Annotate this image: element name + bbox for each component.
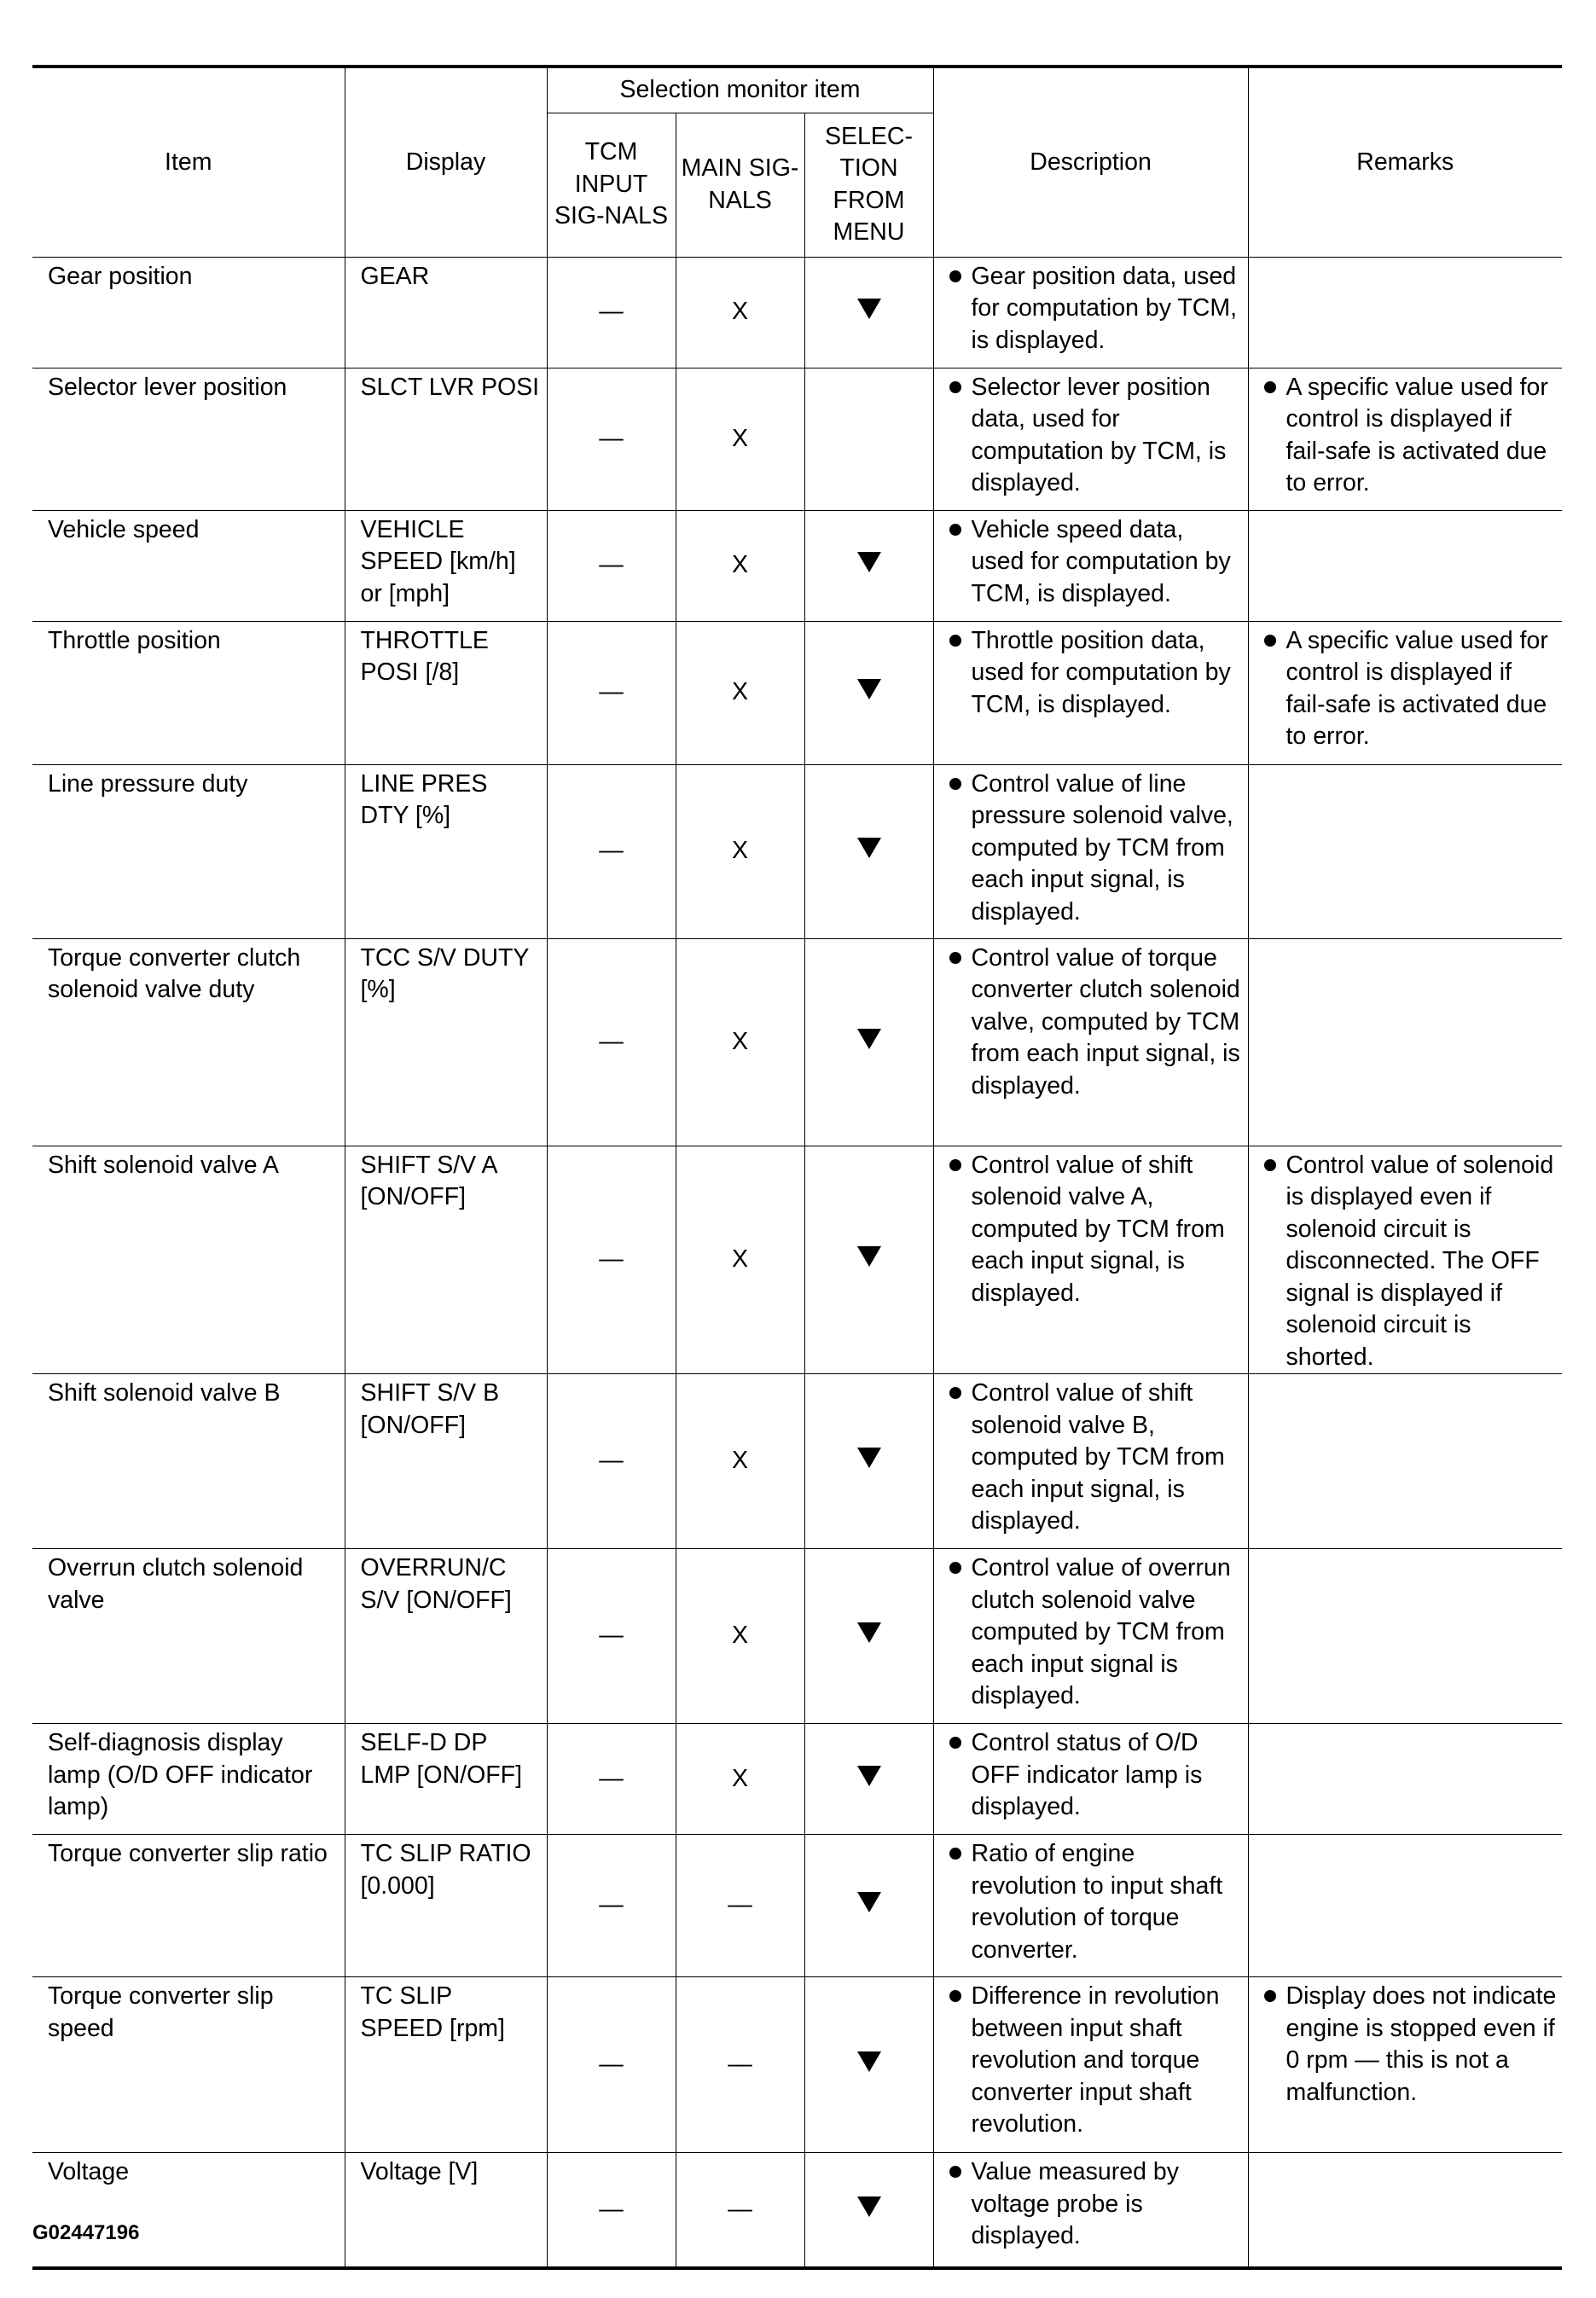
item-cell: Overrun clutch solenoid valve — [32, 1549, 345, 1724]
item-cell: Shift solenoid valve A — [32, 1146, 345, 1374]
display-cell: LINE PRES DTY [%] — [345, 764, 547, 938]
remarks-cell — [1248, 938, 1562, 1146]
table-row — [32, 510, 1562, 621]
bullet-icon — [949, 524, 961, 536]
x-mark: X — [731, 1027, 748, 1055]
bullet-item — [949, 1378, 1243, 1538]
dash-mark: — — [728, 2195, 752, 2223]
description-text: Vehicle speed data, used for computation by TCM, is displayed. — [971, 515, 1231, 607]
sel-mark-cell — [804, 621, 933, 764]
tcm-mark-cell — [547, 1549, 676, 1724]
tcm-mark-cell — [547, 938, 676, 1146]
bullet-item — [1264, 625, 1558, 753]
header-main-signals: MAIN SIG-NALS — [676, 113, 804, 257]
remarks-text: A specific value used for control is displayed if fail-safe is activated due to error. — [1286, 626, 1548, 750]
main-mark-cell — [676, 1977, 804, 2153]
bullet-icon — [1264, 1990, 1276, 2002]
header-description: Description — [933, 67, 1248, 257]
item-cell: Throttle position — [32, 621, 345, 764]
bullet-icon — [949, 1990, 961, 2002]
dash-mark: — — [599, 2050, 624, 2078]
remarks-cell — [1248, 1146, 1562, 1374]
table-header — [32, 67, 1562, 257]
tcm-mark-cell — [547, 2153, 676, 2268]
bullet-icon — [949, 1848, 961, 1860]
tcm-mark-cell — [547, 257, 676, 368]
sel-mark-cell — [804, 938, 933, 1146]
display-cell: OVERRUN/C S/V [ON/OFF] — [345, 1549, 547, 1724]
description-cell — [933, 1146, 1248, 1374]
bullet-item — [949, 261, 1243, 357]
item-cell: Torque converter slip speed — [32, 1977, 345, 2153]
sel-mark-cell — [804, 1374, 933, 1549]
triangle-down-icon — [857, 1892, 881, 1912]
header-tcm-input-signals: TCM INPUT SIG-NALS — [547, 113, 676, 257]
item-cell: Self-diagnosis display lamp (O/D OFF indicator lamp) — [32, 1724, 345, 1835]
bullet-icon — [949, 952, 961, 964]
dash-mark: — — [599, 1245, 624, 1273]
x-mark: X — [731, 1764, 748, 1792]
description-cell — [933, 1977, 1248, 2153]
display-cell: SLCT LVR POSI — [345, 368, 547, 510]
display-cell: SELF-D DP LMP [ON/OFF] — [345, 1724, 547, 1835]
triangle-down-icon — [857, 1766, 881, 1786]
x-mark: X — [731, 1245, 748, 1273]
bullet-icon — [949, 1562, 961, 1574]
description-text: Control value of overrun clutch solenoid valve computed by TCM from each input signal is displayed. — [971, 1554, 1231, 1709]
remarks-text: Control value of solenoid is displayed even if solenoid circuit is disconnected. The OFF signal is displayed if solenoid circuit is shorted. — [1286, 1151, 1554, 1371]
description-cell — [933, 257, 1248, 368]
description-text: Control value of shift solenoid valve A, computed by TCM from each input signal, is displayed. — [971, 1151, 1225, 1307]
remarks-cell — [1248, 764, 1562, 938]
display-cell: THROTTLE POSI [/8] — [345, 621, 547, 764]
display-cell: TC SLIP RATIO [0.000] — [345, 1835, 547, 1977]
description-text: Value measured by voltage probe is displayed. — [971, 2158, 1179, 2249]
main-mark-cell — [676, 257, 804, 368]
bullet-item — [949, 625, 1243, 722]
bullet-icon — [949, 778, 961, 790]
triangle-down-icon — [857, 299, 881, 319]
triangle-down-icon — [857, 1448, 881, 1468]
main-mark-cell — [676, 1724, 804, 1835]
main-mark-cell — [676, 1146, 804, 1374]
table-row — [32, 1374, 1562, 1549]
triangle-down-icon — [857, 2051, 881, 2072]
remarks-cell — [1248, 1977, 1562, 2153]
description-cell — [933, 1374, 1248, 1549]
remarks-cell — [1248, 1835, 1562, 1977]
description-text: Difference in revolution between input shaft revolution and torque converter input shaft revolution. — [971, 1982, 1220, 2138]
tcm-mark-cell — [547, 1724, 676, 1835]
triangle-down-icon — [857, 552, 881, 572]
table-row — [32, 621, 1562, 764]
tcm-mark-cell — [547, 621, 676, 764]
tcm-mark-cell — [547, 1835, 676, 1977]
main-mark-cell — [676, 938, 804, 1146]
bullet-icon — [949, 635, 961, 647]
table-row — [32, 1724, 1562, 1835]
triangle-down-icon — [857, 838, 881, 858]
dash-mark: — — [599, 2195, 624, 2223]
description-cell — [933, 764, 1248, 938]
remarks-cell — [1248, 1724, 1562, 1835]
description-cell — [933, 1724, 1248, 1835]
description-text: Control value of shift solenoid valve B, computed by TCM from each input signal, is displayed. — [971, 1379, 1225, 1535]
main-mark-cell — [676, 510, 804, 621]
table-body — [32, 257, 1562, 2268]
dash-mark: — — [599, 1764, 624, 1792]
table-row — [32, 1835, 1562, 1977]
tcm-mark-cell — [547, 1146, 676, 1374]
sel-mark-cell — [804, 1977, 933, 2153]
table-row — [32, 1549, 1562, 1724]
display-cell: TC SLIP SPEED [rpm] — [345, 1977, 547, 2153]
dash-mark: — — [599, 551, 624, 579]
bullet-icon — [949, 2166, 961, 2178]
description-text: Throttle position data, used for computation by TCM, is displayed. — [971, 626, 1231, 718]
bullet-icon — [949, 1387, 961, 1399]
bullet-item — [949, 1727, 1243, 1824]
x-mark: X — [731, 678, 748, 706]
x-mark: X — [731, 424, 748, 452]
bullet-item — [949, 1981, 1243, 2141]
main-mark-cell — [676, 621, 804, 764]
item-cell: Voltage — [32, 2153, 345, 2268]
main-mark-cell — [676, 2153, 804, 2268]
sel-mark-cell — [804, 1724, 933, 1835]
remarks-text: Display does not indicate engine is stopped even if 0 rpm — this is not a malfunction. — [1286, 1982, 1557, 2106]
figure-code: G02447196 — [32, 2221, 140, 2244]
triangle-down-icon — [857, 2196, 881, 2217]
x-mark: X — [731, 837, 748, 865]
remarks-cell — [1248, 1549, 1562, 1724]
bullet-item — [949, 943, 1243, 1103]
bullet-item — [949, 1838, 1243, 1966]
bullet-item — [949, 2156, 1243, 2253]
table-row — [32, 938, 1562, 1146]
remarks-cell — [1248, 2153, 1562, 2268]
tcm-mark-cell — [547, 510, 676, 621]
tcm-mark-cell — [547, 1977, 676, 2153]
remarks-cell — [1248, 510, 1562, 621]
sel-mark-cell — [804, 510, 933, 621]
display-cell: SHIFT S/V A [ON/OFF] — [345, 1146, 547, 1374]
dash-mark: — — [599, 424, 624, 452]
display-cell: VEHICLE SPEED [km/h] or [mph] — [345, 510, 547, 621]
description-text: Control value of torque converter clutch solenoid valve, computed by TCM from each input signal, is displayed. — [971, 943, 1240, 1100]
x-mark: X — [731, 551, 748, 579]
remarks-cell — [1248, 257, 1562, 368]
table-row — [32, 764, 1562, 938]
header-selection-from-menu: SELEC-TION FROM MENU — [804, 113, 933, 257]
display-cell: SHIFT S/V B [ON/OFF] — [345, 1374, 547, 1549]
x-mark: X — [731, 298, 748, 326]
main-mark-cell — [676, 1835, 804, 1977]
dash-mark: — — [728, 2050, 752, 2078]
item-cell: Selector lever position — [32, 368, 345, 510]
description-text: Ratio of engine revolution to input shaft revolution of torque converter. — [971, 1840, 1223, 1964]
item-cell: Vehicle speed — [32, 510, 345, 621]
dash-mark: — — [599, 678, 624, 706]
header-item: Item — [32, 67, 345, 257]
header-display: Display — [345, 67, 547, 257]
description-text: Selector lever position data, used for computation by TCM, is displayed. — [971, 373, 1227, 496]
selection-monitor-table — [32, 65, 1562, 2270]
dash-mark: — — [599, 298, 624, 326]
header-selection-monitor-item: Selection monitor item — [547, 67, 933, 113]
tcm-mark-cell — [547, 764, 676, 938]
x-mark: X — [731, 1622, 748, 1650]
sel-mark-cell — [804, 2153, 933, 2268]
bullet-icon — [1264, 1159, 1276, 1171]
description-cell — [933, 510, 1248, 621]
table-row — [32, 257, 1562, 368]
remarks-text: A specific value used for control is displayed if fail-safe is activated due to error. — [1286, 373, 1548, 496]
bullet-icon — [949, 270, 961, 282]
dash-mark: — — [599, 837, 624, 865]
bullet-icon — [949, 381, 961, 393]
description-text: Control status of O/D OFF indicator lamp is displayed. — [971, 1729, 1203, 1820]
description-text: Control value of line pressure solenoid valve, computed by TCM from each input signal, is displayed. — [971, 769, 1233, 926]
item-cell: Line pressure duty — [32, 764, 345, 938]
description-cell — [933, 368, 1248, 510]
sel-mark-cell — [804, 1549, 933, 1724]
bullet-icon — [1264, 635, 1276, 647]
table-row — [32, 1146, 1562, 1374]
description-cell — [933, 621, 1248, 764]
sel-mark-cell — [804, 257, 933, 368]
sel-mark-cell — [804, 368, 933, 510]
description-cell — [933, 938, 1248, 1146]
dash-mark: — — [599, 1891, 624, 1919]
dash-mark: — — [599, 1027, 624, 1055]
description-cell — [933, 1835, 1248, 1977]
bullet-item — [949, 769, 1243, 929]
remarks-cell — [1248, 1374, 1562, 1549]
description-text: Gear position data, used for computation by TCM, is displayed. — [971, 262, 1238, 354]
bullet-icon — [949, 1159, 961, 1171]
remarks-cell — [1248, 368, 1562, 510]
bullet-item — [949, 372, 1243, 500]
bullet-item — [949, 1552, 1243, 1713]
display-cell: TCC S/V DUTY [%] — [345, 938, 547, 1146]
description-cell — [933, 2153, 1248, 2268]
triangle-down-icon — [857, 1622, 881, 1643]
main-mark-cell — [676, 1374, 804, 1549]
main-mark-cell — [676, 1549, 804, 1724]
description-cell — [933, 1549, 1248, 1724]
bullet-item — [1264, 1981, 1558, 2109]
item-cell: Shift solenoid valve B — [32, 1374, 345, 1549]
display-cell: GEAR — [345, 257, 547, 368]
triangle-down-icon — [857, 1029, 881, 1049]
item-cell: Gear position — [32, 257, 345, 368]
item-cell: Torque converter clutch solenoid valve duty — [32, 938, 345, 1146]
sel-mark-cell — [804, 764, 933, 938]
tcm-mark-cell — [547, 1374, 676, 1549]
main-mark-cell — [676, 368, 804, 510]
tcm-mark-cell — [547, 368, 676, 510]
remarks-cell — [1248, 621, 1562, 764]
sel-mark-cell — [804, 1146, 933, 1374]
bullet-item — [949, 1150, 1243, 1310]
bullet-item — [1264, 372, 1558, 500]
dash-mark: — — [599, 1447, 624, 1475]
bullet-item — [1264, 1150, 1558, 1374]
dash-mark: — — [599, 1622, 624, 1650]
bullet-icon — [1264, 381, 1276, 393]
bullet-item — [949, 514, 1243, 611]
main-mark-cell — [676, 764, 804, 938]
triangle-down-icon — [857, 1246, 881, 1267]
bullet-icon — [949, 1737, 961, 1749]
table-row — [32, 2153, 1562, 2268]
table-row — [32, 1977, 1562, 2153]
x-mark: X — [731, 1447, 748, 1475]
dash-mark: — — [728, 1891, 752, 1919]
sel-mark-cell — [804, 1835, 933, 1977]
display-cell: Voltage [V] — [345, 2153, 547, 2268]
item-cell: Torque converter slip ratio — [32, 1835, 345, 1977]
header-remarks: Remarks — [1248, 67, 1562, 257]
table-row — [32, 368, 1562, 510]
triangle-down-icon — [857, 679, 881, 699]
